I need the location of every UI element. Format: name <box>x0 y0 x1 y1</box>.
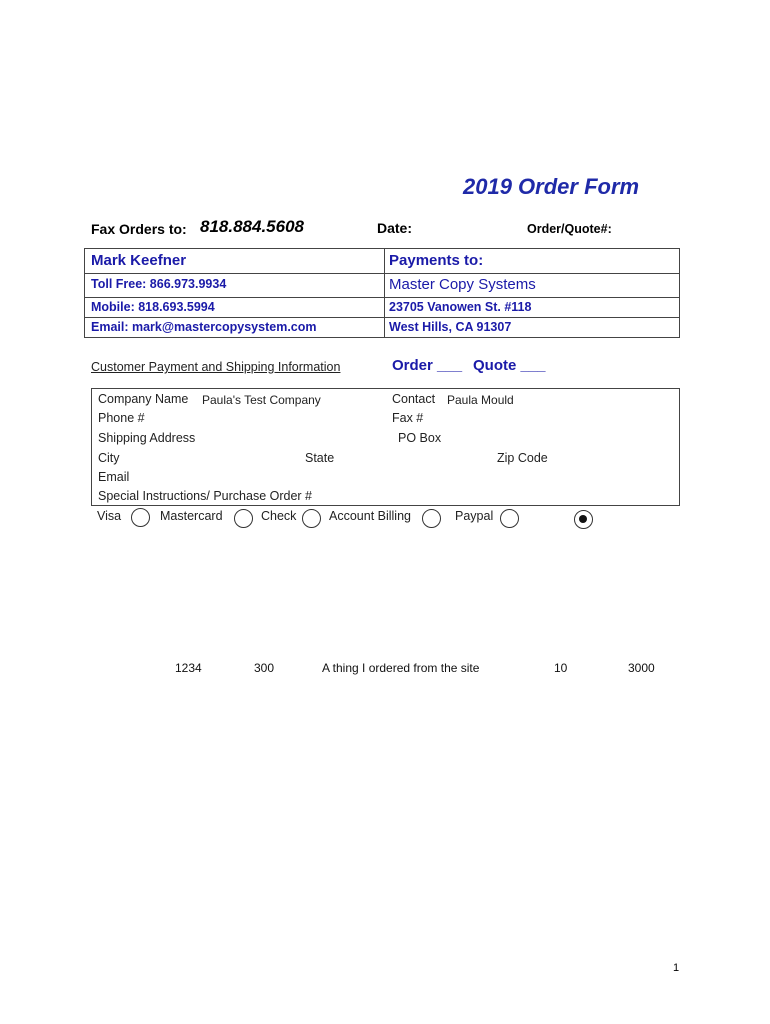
toll-free: Toll Free: 866.973.9934 <box>91 277 227 291</box>
phone-label: Phone # <box>98 411 145 425</box>
mastercard-radio[interactable] <box>234 509 253 528</box>
extra-radio-selected[interactable] <box>574 510 593 529</box>
special-instructions-label: Special Instructions/ Purchase Order # <box>98 489 312 503</box>
visa-label: Visa <box>97 509 122 523</box>
check-radio[interactable] <box>302 509 321 528</box>
account-billing-label: Account Billing <box>329 509 411 523</box>
po-box-label: PO Box <box>398 431 442 445</box>
shipping-address-label: Shipping Address <box>98 431 196 445</box>
fax-number: 818.884.5608 <box>200 217 304 236</box>
date-label: Date: <box>377 220 413 236</box>
item-quantity: 10 <box>554 661 568 675</box>
item-unit: 300 <box>254 661 275 675</box>
state-label: State <box>305 451 335 465</box>
paypal-label: Paypal <box>455 509 494 523</box>
form-title: 2019 Order Form <box>463 174 640 199</box>
contact-label: Contact <box>392 392 436 406</box>
company-name-label: Company Name <box>98 392 189 406</box>
company-name-field[interactable]: Paula's Test Company <box>202 393 321 407</box>
order-label[interactable]: Order ___ <box>392 357 463 374</box>
mobile: Mobile: 818.693.5994 <box>91 300 215 314</box>
order-quote-number-label: Order/Quote#: <box>527 222 612 236</box>
check-label: Check <box>261 509 297 523</box>
visa-radio[interactable] <box>131 508 150 527</box>
address-line-1: 23705 Vanowen St. #118 <box>389 300 532 314</box>
email-label: Email <box>98 470 130 484</box>
fax-orders-label: Fax Orders to: <box>91 221 187 237</box>
contact-field[interactable]: Paula Mould <box>447 393 514 407</box>
contact-name: Mark Keefner <box>91 252 187 269</box>
address-line-2: West Hills, CA 91307 <box>389 320 512 334</box>
account-billing-radio[interactable] <box>422 509 441 528</box>
item-description: A thing I ordered from the site <box>322 661 480 675</box>
item-total: 3000 <box>628 661 655 675</box>
company-name: Master Copy Systems <box>389 276 536 293</box>
item-code: 1234 <box>175 661 202 675</box>
quote-label[interactable]: Quote ___ <box>473 357 546 374</box>
fax-label: Fax # <box>392 411 424 425</box>
paypal-radio[interactable] <box>500 509 519 528</box>
city-label: City <box>98 451 120 465</box>
page-number: 1 <box>673 962 680 974</box>
contact-table <box>84 248 680 338</box>
mastercard-label: Mastercard <box>160 509 223 523</box>
customer-info-table <box>91 388 680 506</box>
payments-to-label: Payments to: <box>389 252 484 269</box>
contact-email: Email: mark@mastercopysystem.com <box>91 320 317 334</box>
section-label: Customer Payment and Shipping Information <box>91 360 341 374</box>
zip-code-label: Zip Code <box>497 451 548 465</box>
